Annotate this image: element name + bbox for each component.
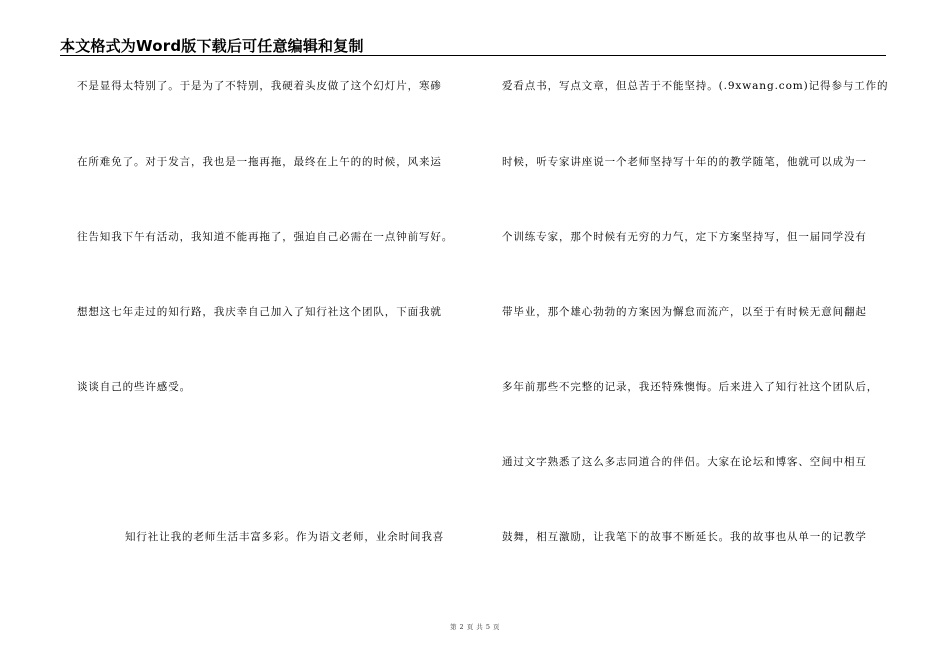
text-line: 想想这七年走过的知行路，我庆幸自己加入了知行社这个团队，下面我就 xyxy=(77,306,442,318)
left-text-column xyxy=(77,0,472,600)
text-line: 在所难免了。对于发言，我也是一拖再拖，最终在上午的的时候，风来运 xyxy=(77,156,442,168)
text-line: 带毕业，那个雄心勃勃的方案因为懈怠而流产，以至于有时候无意间翻起 xyxy=(502,306,867,318)
text-line: 通过文字熟悉了这么多志同道合的伴侣。大家在论坛和博客、空间中相互 xyxy=(502,456,867,468)
text-line: 时候，听专家讲座说一个老师坚持写十年的的教学随笔，他就可以成为一 xyxy=(502,156,867,168)
text-line: 谈谈自己的些许感受。 xyxy=(77,381,191,393)
page-number-footer: 第 2 页 共 5 页 xyxy=(449,623,501,631)
text-line: 不是显得太特别了。于是为了不特别，我硬着头皮做了这个幻灯片，寒碜 xyxy=(77,80,442,92)
paragraph-start-line: 知行社让我的老师生活丰富多彩。作为语文老师，业余时间我喜 xyxy=(125,531,445,543)
text-line: 爱看点书，写点文章，但总苦于不能坚持。(.9xwang.com)记得参与工作的 xyxy=(502,80,889,92)
right-text-column xyxy=(502,0,894,600)
document-header-title: 本文格式为Word版下载后可任意编辑和复制 xyxy=(60,37,364,55)
text-line: 多年前那些不完整的记录，我还特殊懊悔。后来进入了知行社这个团队后， xyxy=(502,381,879,393)
text-line: 往告知我下午有活动，我知道不能再拖了，强迫自己必需在一点钟前写好。 xyxy=(77,231,454,243)
text-line: 鼓舞，相互激励，让我笔下的故事不断延长。我的故事也从单一的记教学 xyxy=(502,531,867,543)
text-line: 个训练专家，那个时候有无穷的力气，定下方案坚持写，但一届同学没有 xyxy=(502,231,867,243)
